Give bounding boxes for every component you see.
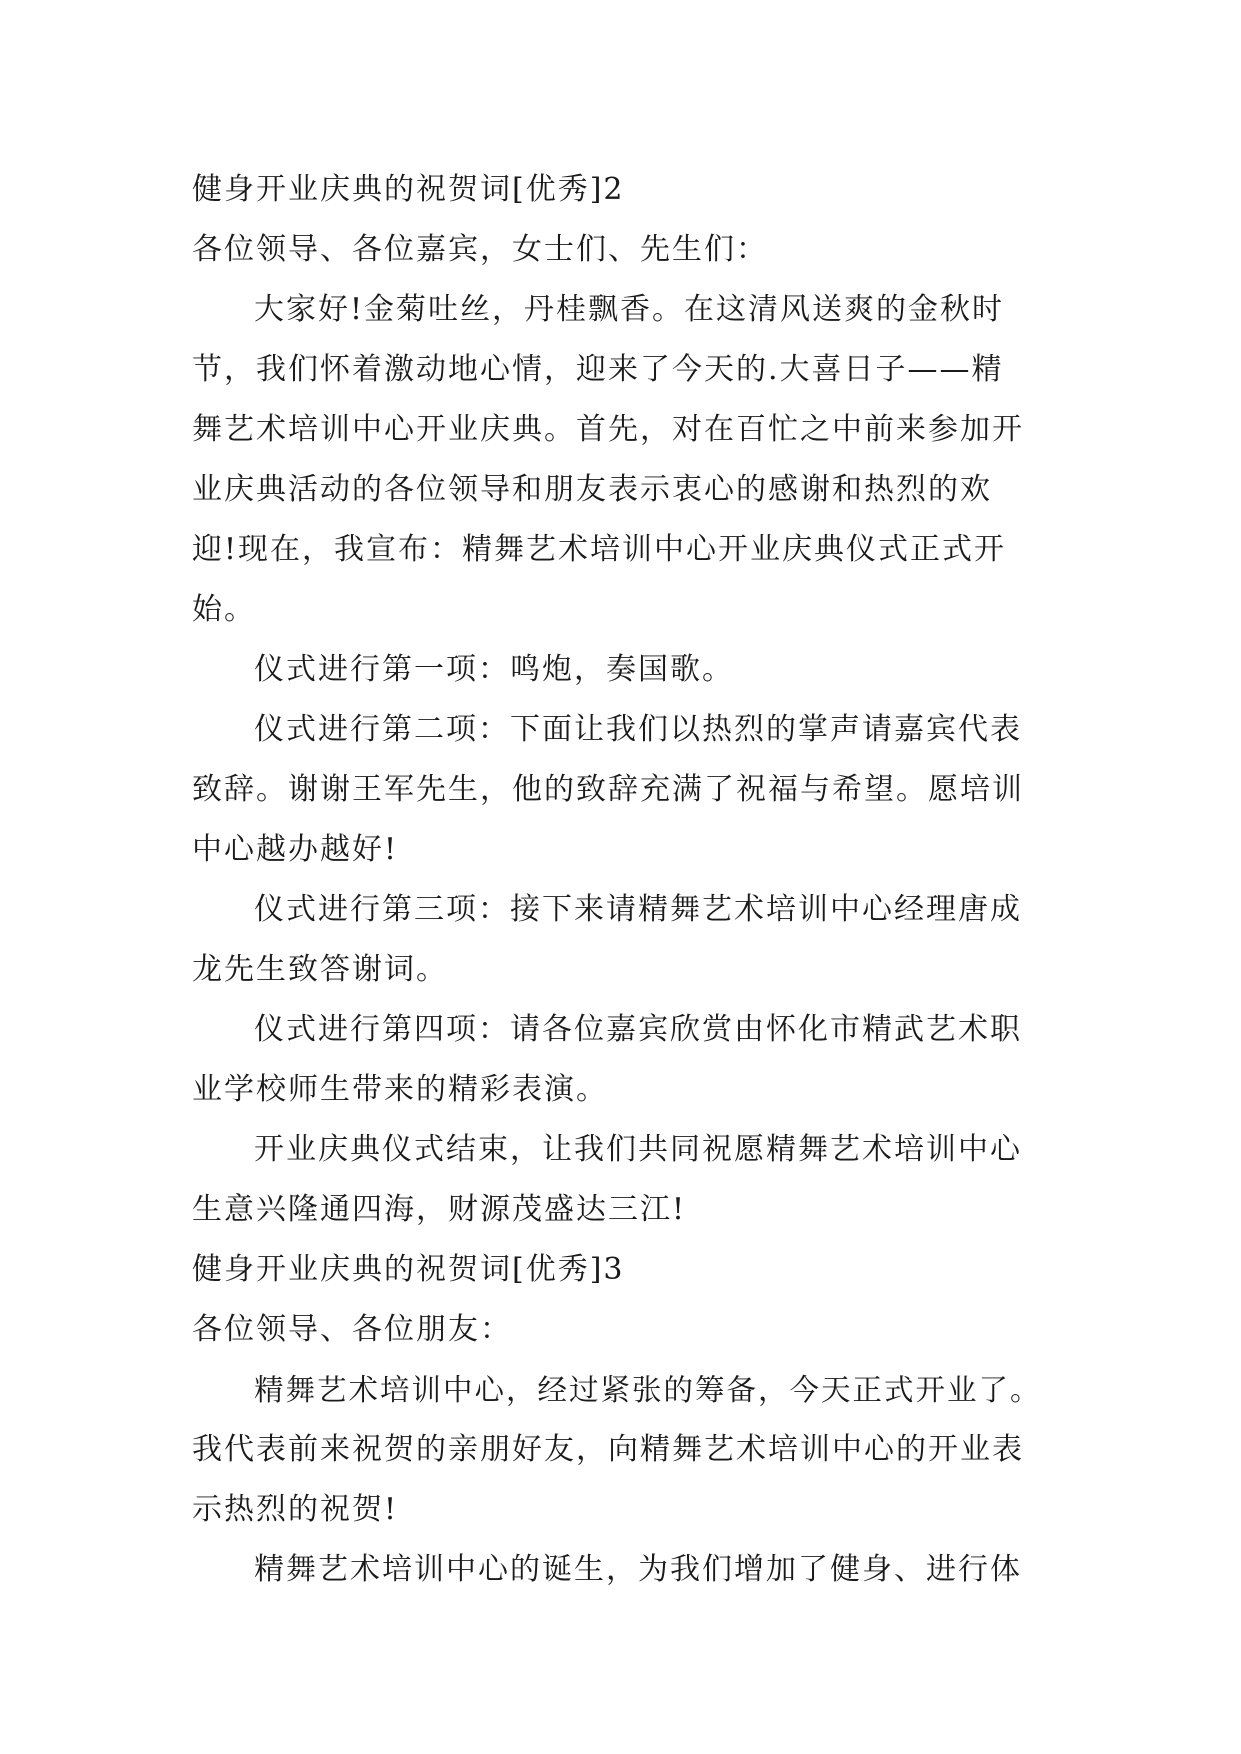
text-line: 大家好!金菊吐丝，丹桂飘香。在这清风送爽的金秋时 (254, 292, 1005, 327)
text-line: 我代表前来祝贺的亲朋好友，向精舞艺术培训中心的开业表 (192, 1432, 1024, 1467)
text-line: 节，我们怀着激动地心情，迎来了今天的.大喜日子——精 (192, 352, 1004, 387)
text-line: 业学校师生带来的精彩表演。 (192, 1072, 608, 1107)
text-line: 始。 (192, 592, 256, 627)
text-line: 生意兴隆通四海，财源茂盛达三江! (192, 1192, 687, 1227)
text-line: 各位领导、各位嘉宾，女士们、先生们： (192, 232, 768, 267)
text-line: 健身开业庆典的祝贺词[优秀]3 (192, 1252, 625, 1287)
text-line: 仪式进行第四项：请各位嘉宾欣赏由怀化市精武艺术职 (254, 1012, 1022, 1047)
text-line: 仪式进行第三项：接下来请精舞艺术培训中心经理唐成 (254, 892, 1022, 927)
text-line: 仪式进行第一项：鸣炮，奏国歌。 (254, 652, 734, 687)
text-line: 仪式进行第二项：下面让我们以热烈的掌声请嘉宾代表 (254, 712, 1022, 747)
text-line: 精舞艺术培训中心，经过紧张的筹备，今天正式开业了。 (254, 1373, 1042, 1407)
text-line: 迎!现在，我宣布：精舞艺术培训中心开业庆典仪式正式开 (192, 532, 1007, 567)
text-line: 舞艺术培训中心开业庆典。首先，对在百忙之中前来参加开 (192, 412, 1024, 447)
text-line: 业庆典活动的各位领导和朋友表示衷心的感谢和热烈的欢 (192, 472, 992, 507)
text-line: 精舞艺术培训中心的诞生，为我们增加了健身、进行体 (254, 1552, 1022, 1587)
text-line: 开业庆典仪式结束，让我们共同祝愿精舞艺术培训中心 (254, 1132, 1022, 1167)
text-line: 示热烈的祝贺! (192, 1492, 399, 1527)
text-line: 各位领导、各位朋友： (192, 1312, 512, 1347)
text-line: 致辞。谢谢王军先生，他的致辞充满了祝福与希望。愿培训 (192, 772, 1024, 807)
text-line: 龙先生致答谢词。 (192, 952, 448, 987)
text-line: 中心越办越好! (192, 832, 399, 867)
document-body (192, 160, 1052, 1600)
text-line: 健身开业庆典的祝贺词[优秀]2 (192, 172, 625, 207)
